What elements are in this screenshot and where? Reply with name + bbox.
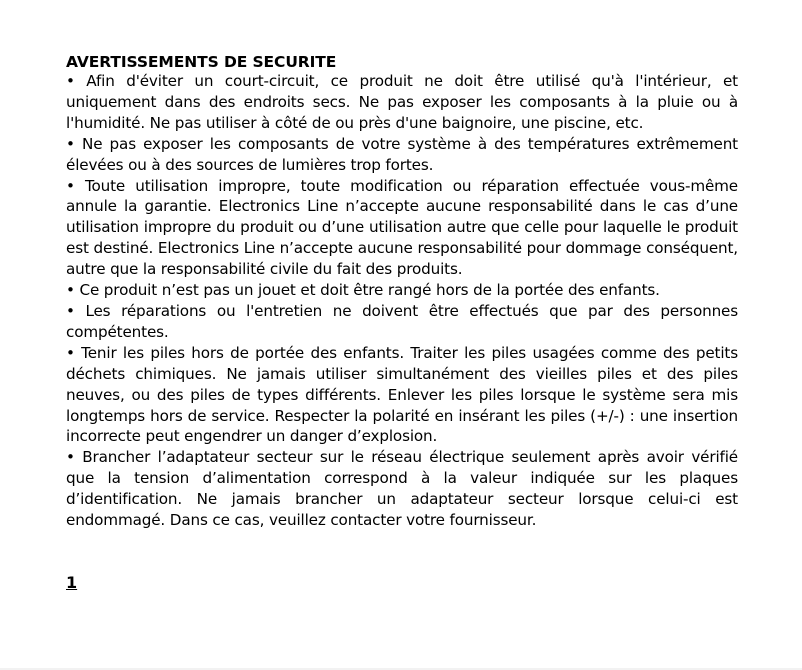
paragraph-repairs: • Les réparations ou l'entretien ne doivent être effectués que par des personnes compétentes.: [66, 301, 738, 341]
document-body: [66, 53, 738, 531]
paragraph-temperature: • Ne pas exposer les composants de votre système à des températures extrêmement élevées ou à des sources de lumières trop fortes.: [66, 134, 738, 174]
document-title: AVERTISSEMENTS DE SECURITE: [66, 53, 337, 71]
paragraph-adapter: • Brancher l’adaptateur secteur sur le réseau électrique seulement après avoir vérifié que la tension d’alimentation correspond à la valeur indiquée sur les plaques d’identification. Ne jamais brancher un adaptateur secteur lorsque celui-ci est endommagé. Dans ce cas, veuillez contacter votre fournisseur.: [66, 448, 738, 530]
paragraph-warranty: • Toute utilisation impropre, toute modification ou réparation effectuée vous-même annule la garantie. Electronics Line n’accepte aucune responsabilité dans le cas d’une utilisation impropre du produit ou d’une utilisation autre que celle pour laquelle le produit est destiné. Electronics Line n’accepte aucune responsabilité pour dommage conséquent, autre que la responsabilité civile du fait des produits.: [66, 176, 738, 279]
page-number: 1: [66, 573, 78, 592]
paragraph-indoor-use: • Afin d'éviter un court-circuit, ce produit ne doit être utilisé qu'à l'intérieur, et uniquement dans des endroits secs. Ne pas exposer les composants à la pluie ou à l'humidité. Ne pas utiliser à côté de ou près d'une baignoire, une piscine, etc.: [66, 72, 738, 132]
paragraph-not-a-toy: • Ce produit n’est pas un jouet et doit être rangé hors de la portée des enfants.: [66, 281, 660, 300]
paragraph-batteries: • Tenir les piles hors de portée des enfants. Traiter les piles usagées comme des petits déchets chimiques. Ne jamais utiliser simultanément des vieilles piles et des piles neuves, ou des piles de types différents. Enlever les piles lorsque le système sera mis longtemps hors de service. Respecter la polarité en insérant les piles (+/-) : une insertion incorrecte peut engendrer un danger d’explosion.: [66, 343, 738, 446]
